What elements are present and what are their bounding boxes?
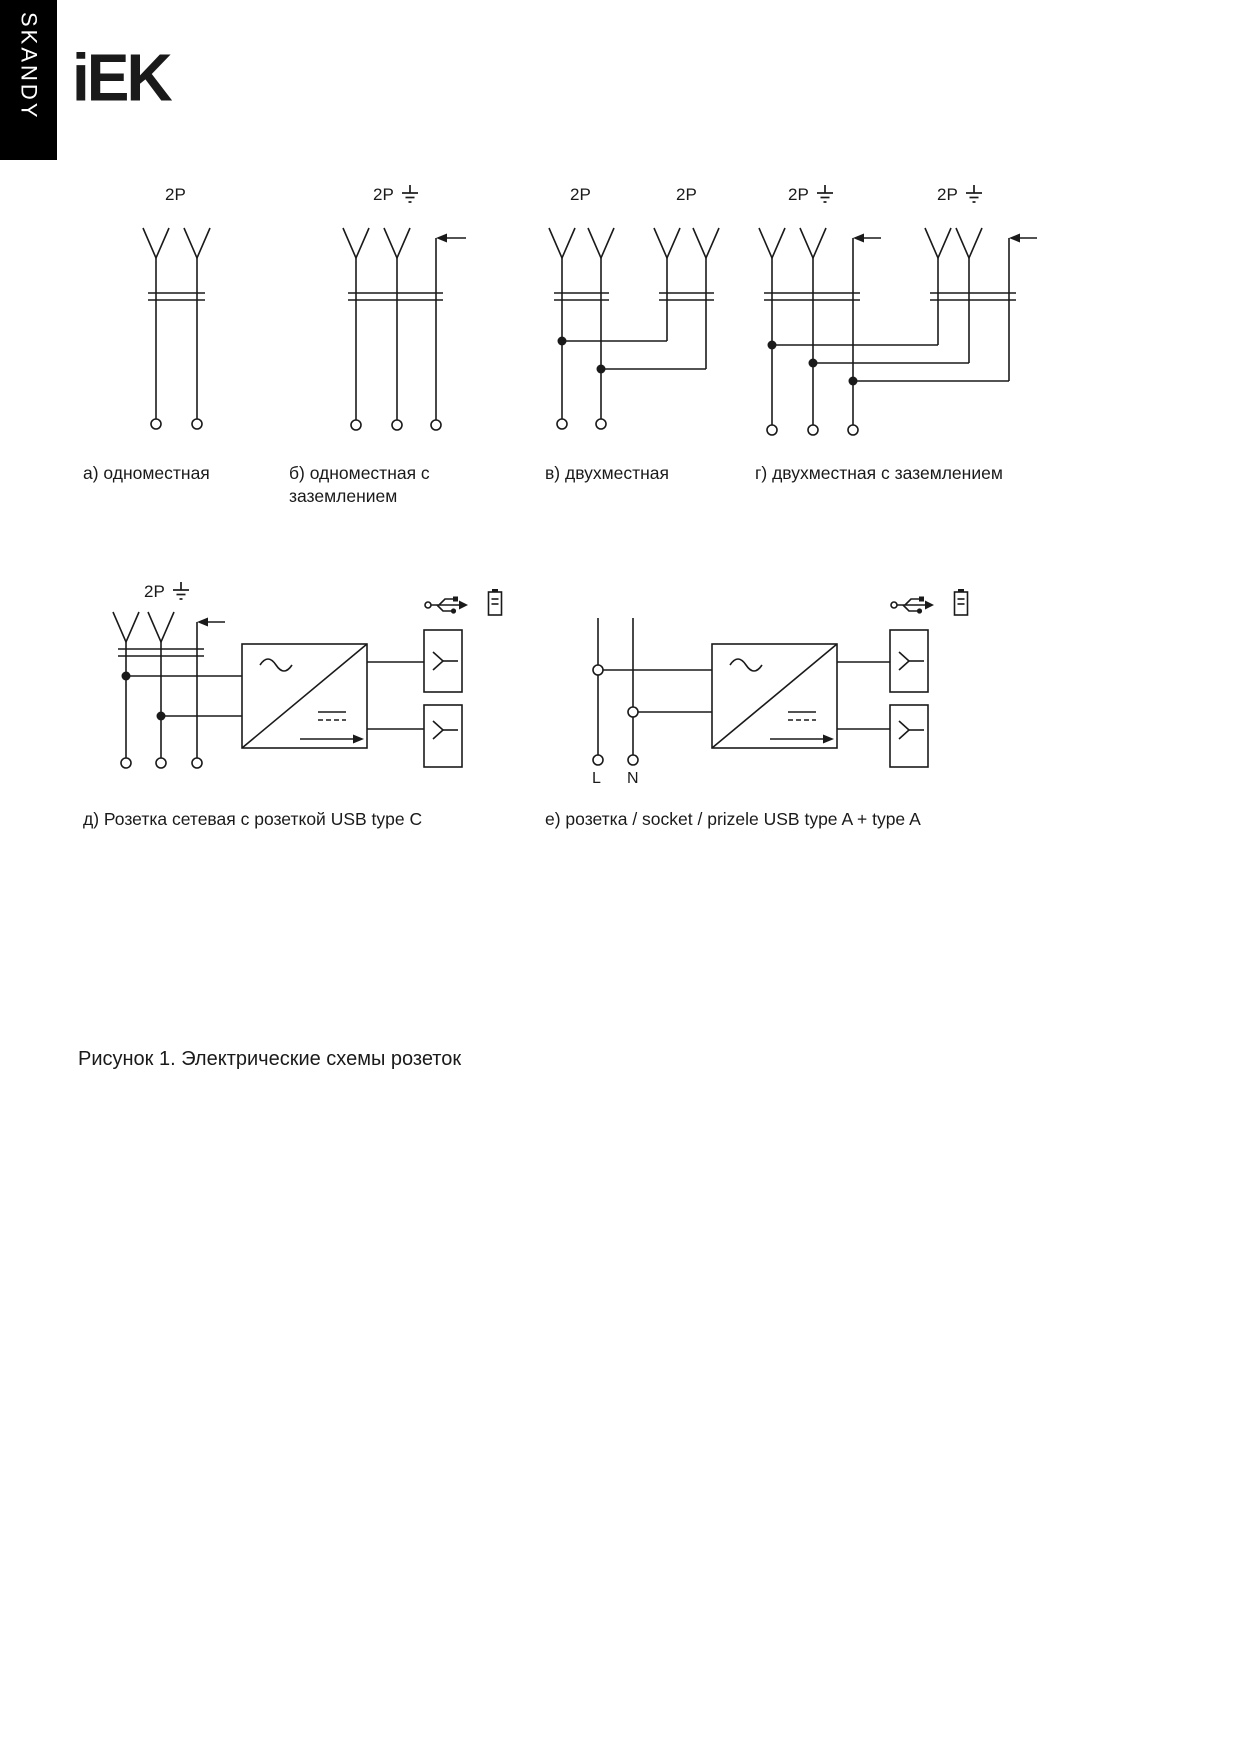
pole-label-g1 [788,186,835,204]
schematic-double-socket [549,228,719,429]
pole-label-v1 [570,186,591,203]
ground-icon [815,185,835,204]
socket-outlet-symbol [424,705,462,767]
pole-count: 2P [373,185,394,204]
schematic-single-socket [143,228,210,429]
pole-count: 2P [570,185,591,204]
usb-icon [425,597,468,614]
pole-label-a [165,186,186,203]
pole-label-b [373,186,420,204]
figure-caption: Рисунок 1. Электрические схемы розеток [78,1048,462,1070]
iek-logo: iEK [72,39,170,116]
pole-count: 2P [144,582,165,601]
usb-icon [891,597,934,614]
pole-count: 2P [788,185,809,204]
ground-icon [964,185,984,204]
socket-outlet-symbol [424,630,462,692]
terminal-label-l: L [592,770,601,787]
terminal-label-n: N [627,770,639,787]
caption-single-socket-grounded: б) одноместная с заземлением [289,463,430,506]
schematic-socket-usb-c [113,589,502,768]
pole-count: 2P [165,185,186,204]
schematic-socket-usb-a [593,589,968,767]
battery-icon [489,589,502,615]
power-converter-box [242,644,367,748]
pole-label-d [144,583,191,601]
socket-outlet-symbol [890,630,928,692]
pole-count: 2P [676,185,697,204]
ground-icon [400,185,420,204]
socket-outlet-symbol [890,705,928,767]
schematic-single-socket-grounded [343,228,466,430]
power-converter-box [712,644,837,748]
ground-icon [171,582,191,601]
caption-single-socket: а) одноместная [83,463,210,483]
caption-double-socket-grounded: г) двухместная с заземлением [755,463,1003,483]
brand-name: SKANDY [16,12,42,121]
caption-socket-usb-a: е) розетка / socket / prizele USB type A + type A [545,809,921,829]
caption-socket-usb-c: д) Розетка сетевая с розеткой USB type C [83,809,423,829]
pole-label-v2 [676,186,697,203]
pole-count: 2P [937,185,958,204]
battery-icon [955,589,968,615]
caption-double-socket: в) двухместная [545,463,670,483]
pole-label-g2 [937,186,984,204]
schematic-double-socket-grounded [759,228,1037,435]
